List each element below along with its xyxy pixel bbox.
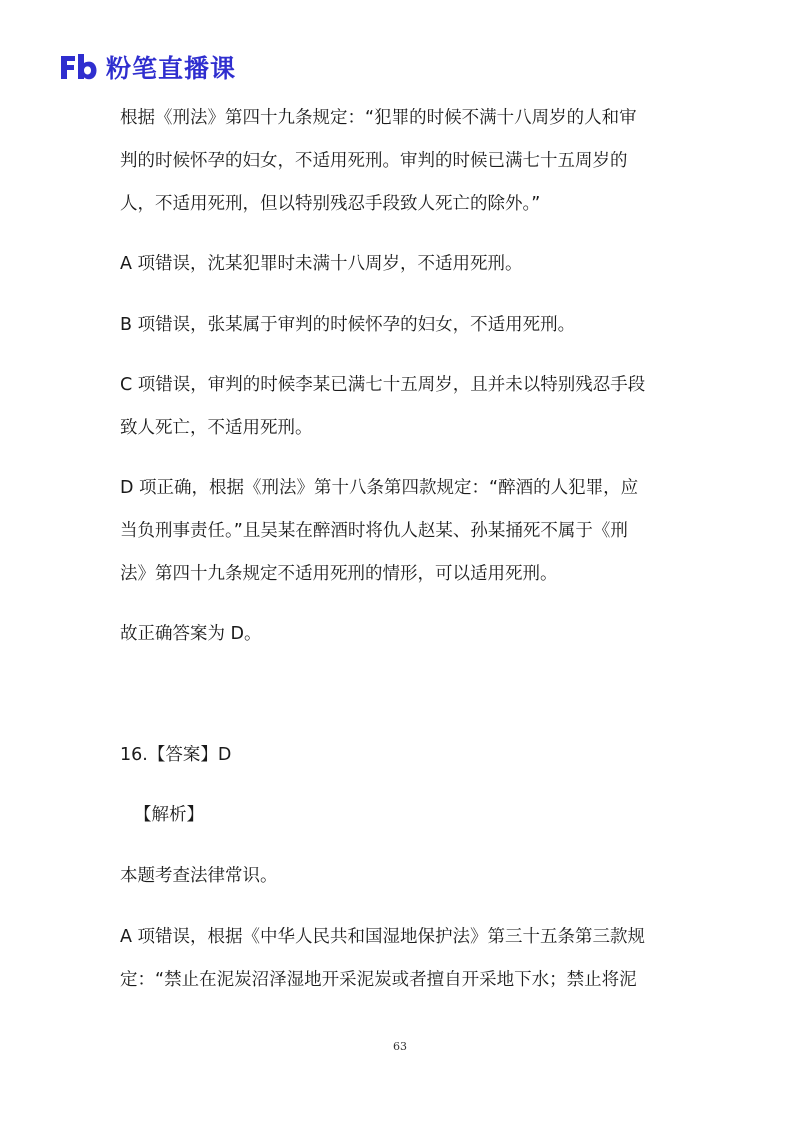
text-line: 人，不适用死刑，但以特别残忍手段致人死亡的除外。” xyxy=(120,194,541,214)
text-line: 法》第四十九条规定不适用死刑的情形，可以适用死刑。 xyxy=(120,564,558,584)
text-line: 定：“禁止在泥炭沼泽湿地开采泥炭或者擅自开采地下水；禁止将泥 xyxy=(120,970,637,990)
text-line: A 项错误，根据《中华人民共和国湿地保护法》第三十五条第三款规 xyxy=(120,927,646,947)
text-line: 致人死亡，不适用死刑。 xyxy=(120,418,313,438)
text-line: 当负刑事责任。”且吴某在醉酒时将仇人赵某、孙某捅死不属于《刑 xyxy=(120,521,628,541)
fenbi-logo-icon xyxy=(58,52,98,82)
text-line: A 项错误，沈某犯罪时未满十八周岁，不适用死刑。 xyxy=(120,254,523,274)
page-number: 63 xyxy=(393,1040,407,1053)
text-line: C 项错误，审判的时候李某已满七十五周岁，且并未以特别残忍手段 xyxy=(120,375,646,395)
answer-heading: 16.【答案】D xyxy=(120,745,232,765)
text-line: B 项错误，张某属于审判的时候怀孕的妇女，不适用死刑。 xyxy=(120,315,576,335)
brand-name: 粉笔直播课 xyxy=(106,54,237,83)
text-line: D 项正确，根据《刑法》第十八条第四款规定：“醉酒的人犯罪，应 xyxy=(120,478,639,498)
text-line: 根据《刑法》第四十九条规定：“犯罪的时候不满十八周岁的人和审 xyxy=(120,108,637,128)
analysis-label: 【解析】 xyxy=(134,805,204,825)
text-line: 判的时候怀孕的妇女，不适用死刑。审判的时候已满七十五周岁的 xyxy=(120,151,628,171)
text-line: 本题考查法律常识。 xyxy=(120,866,278,886)
page-header xyxy=(58,50,236,84)
text-line: 故正确答案为 D。 xyxy=(120,624,262,644)
